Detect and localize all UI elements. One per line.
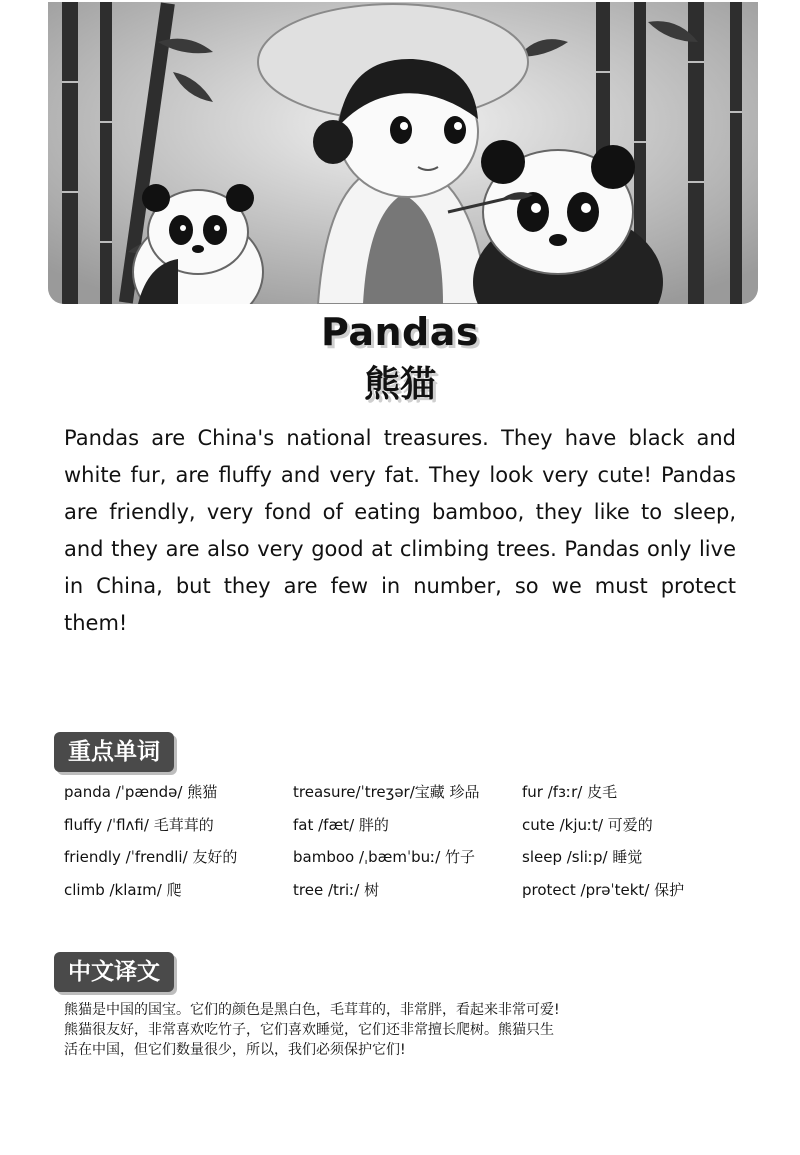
vocab-item: protect /prəˈtekt/ 保护 xyxy=(522,880,685,899)
hero-illustration xyxy=(48,2,758,304)
story-paragraph: Pandas are China's national treasures. They have black and white fur, are fluffy and very fat. They look very cute! Pandas are friendly, very fond of eating bamboo, they like to sleep, and they are also very good at climbing trees. Pandas only live in China, but they are few in number, so we must protect them! xyxy=(64,426,736,635)
vocab-item: fluffy /ˈflʌfi/ 毛茸茸的 xyxy=(64,815,214,834)
chinese-translation xyxy=(64,1000,684,1060)
vocab-item: treasure/ˈtreʒər/宝藏 珍品 xyxy=(293,783,480,801)
vocab-item: fur /fɜːr/ 皮毛 xyxy=(522,783,618,801)
vocab-heading: 重点单词 xyxy=(54,732,174,772)
title-english: Pandas xyxy=(321,310,479,354)
translation-line: 活在中国，但它们数量很少，所以，我们必须保护它们! xyxy=(64,1042,406,1058)
vocab-item: climb /klaɪm/ 爬 xyxy=(64,880,182,899)
title-chinese: 熊猫 xyxy=(363,364,436,405)
vocab-item: sleep /sliːp/ 睡觉 xyxy=(522,848,643,866)
vocab-list xyxy=(64,780,764,902)
translation-line: 熊猫是中国的国宝。它们的颜色是黑白色，毛茸茸的，非常胖，看起来非常可爱! xyxy=(64,1002,560,1018)
vocab-item: cute /kjuːt/ 可爱的 xyxy=(522,815,653,834)
vocab-item: fat /fæt/ 胖的 xyxy=(293,815,389,834)
vocab-item: tree /triː/ 树 xyxy=(293,880,380,899)
vocab-item: friendly /ˈfrendli/ 友好的 xyxy=(64,848,238,866)
translation-line: 熊猫很友好，非常喜欢吃竹子，它们喜欢睡觉，它们还非常擅长爬树。熊猫只生 xyxy=(64,1022,554,1038)
translation-heading: 中文译文 xyxy=(54,952,174,992)
vocab-item: panda /ˈpændə/ 熊猫 xyxy=(64,783,218,801)
vocab-item: bamboo /ˌbæmˈbuː/ 竹子 xyxy=(293,848,476,866)
